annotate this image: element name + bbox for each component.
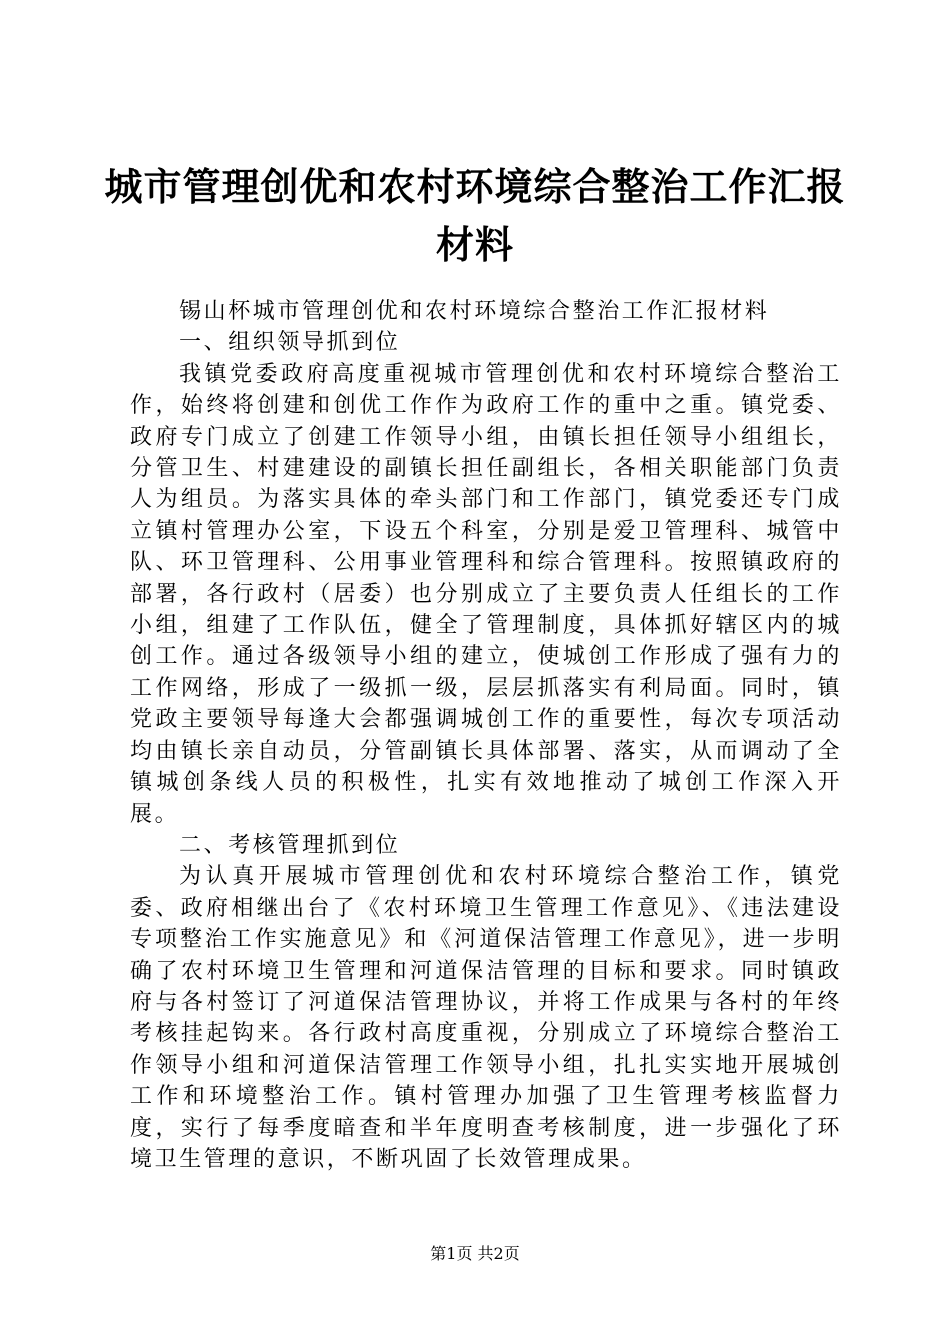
- section-heading-2: 二、考核管理抓到位: [179, 832, 401, 858]
- section-heading-1: 一、组织领导抓到位: [179, 330, 401, 356]
- document-body: [130, 296, 842, 1175]
- page-number-footer: 第1页 共2页: [430, 1244, 520, 1263]
- document-subtitle: 锡山杯城市管理创优和农村环境综合整治工作汇报材料: [179, 299, 770, 324]
- document-title: 城市管理创优和农村环境综合整治工作汇报材料: [104, 164, 846, 267]
- section-paragraph-2: 为认真开展城市管理创优和农村环境综合整治工作，镇党委、政府相继出台了《农村环境卫生管理工作意见》、《违法建设专项整治工作实施意见》和《河道保洁管理工作意见》，进一步明确了农村环境卫生管理和河道保洁管理的目标和要求。同时镇政府与各村签订了河道保洁管理协议，并将工作成果与各村的年终考核挂起钩来。各行政村高度重视，分别成立了环境综合整治工作领导小组和河道保洁管理工作领导小组，扎扎实实地开展城创工作和环境整治工作。镇村管理办加强了卫生管理考核监督力度，实行了每季度暗查和半年度明查考核制度，进一步强化了环境卫生管理的意识，不断巩固了长效管理成果。: [130, 864, 842, 1172]
- section-paragraph-1: 我镇党委政府高度重视城市管理创优和农村环境综合整治工作，始终将创建和创优工作作为政府工作的重中之重。镇党委、政府专门成立了创建工作领导小组，由镇长担任领导小组组长，分管卫生、村建建设的副镇长担任副组长，各相关职能部门负责人为组员。为落实具体的牵头部门和工作部门，镇党委还专门成立镇村管理办公室，下设五个科室，分别是爱卫管理科、城管中队、环卫管理科、公用事业管理科和综合管理科。按照镇政府的部署，各行政村（居委）也分别成立了主要负责人任组长的工作小组，组建了工作队伍，健全了管理制度，具体抓好辖区内的城创工作。通过各级领导小组的建立，使城创工作形成了强有力的工作网络，形成了一级抓一级，层层抓落实有利局面。同时，镇党政主要领导每逢大会都强调城创工作的重要性，每次专项活动均由镇长亲自动员，分管副镇长具体部署、落实，从而调动了全镇城创条线人员的积极性，扎实有效地推动了城创工作深入开展。: [130, 361, 842, 827]
